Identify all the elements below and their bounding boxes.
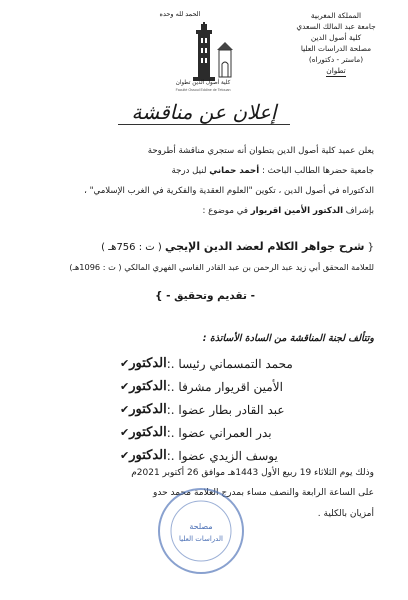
university-line: جامعة عبد المالك السعدي xyxy=(296,22,376,31)
supervisor-name: الدكتور الأمين اقريوار xyxy=(250,206,344,216)
thesis-title-date: ( ت : 756هـ ) xyxy=(101,242,162,253)
member-title: الدكتور xyxy=(129,448,167,463)
faculty-line: كلية أصول الدين xyxy=(310,33,362,42)
brace-close: } xyxy=(155,290,163,302)
stamp-line-2: الدراسات العليا xyxy=(179,535,223,543)
member-name: عبد القادر بطار عضوا . xyxy=(170,402,285,417)
body-line-2 xyxy=(36,162,374,181)
member-name: يوسف الزيدي عضوا . xyxy=(170,448,278,463)
thesis-title-text: شرح جواهر الكلام لعضد الدين الإيجي xyxy=(164,240,365,253)
logo-caption-en: Faculté Ossoul Eddine de Tetouan xyxy=(175,88,231,92)
committee-title: وتتألف لجنة المناقشة من السادة الأساتذة : xyxy=(202,333,374,344)
committee-member xyxy=(114,375,374,398)
official-stamp-icon xyxy=(155,485,247,577)
stamp-line-1: مصلحة xyxy=(189,522,213,531)
thesis-work-text: - تقديم وتحقيق - xyxy=(166,290,255,302)
body-line-4-pre: بإشراف xyxy=(345,206,374,216)
schedule-venue-end: أمزيان بالكلية . xyxy=(317,509,374,519)
member-colon: : xyxy=(166,379,171,394)
member-colon: : xyxy=(166,356,171,371)
city-line: تطوان xyxy=(326,66,346,75)
member-colon: : xyxy=(166,448,171,463)
brace-open: { xyxy=(367,242,374,253)
committee-member xyxy=(114,352,374,375)
body-line-2-post: لنيل درجة xyxy=(171,166,207,176)
member-title: الدكتور xyxy=(129,425,167,440)
thesis-author: للعلامة المحقق أبي زيد عبد الرحمن بن عبد القادر الفاسي الفهري المالكي ( ت : 1096هـ) xyxy=(69,262,374,272)
check-bullet-icon: ✔ xyxy=(120,357,130,370)
thesis-work-type xyxy=(130,290,280,302)
body-line-4-post: في موضوع : xyxy=(202,206,248,216)
schedule-date: وذلك يوم الثلاثاء 19 ربيع الأول 1443هـ موافق 26 أكتوبر 2021م xyxy=(131,468,374,478)
member-title: الدكتور xyxy=(129,402,167,417)
schedule-time-venue: على الساعة الرابعة والنصف مساء بمدرج العلامة محمد حدو xyxy=(153,488,374,498)
member-title: الدكتور xyxy=(129,379,167,394)
body-line-4 xyxy=(36,202,374,221)
body-line-1: يعلن عميد كلية أصول الدين بتطوان أنه ستجري مناقشة أطروحة xyxy=(147,146,374,156)
check-bullet-icon: ✔ xyxy=(120,380,130,393)
institution-header xyxy=(276,10,396,77)
member-colon: : xyxy=(166,425,171,440)
check-bullet-icon: ✔ xyxy=(120,426,130,439)
member-name: بدر العمراني عضوا . xyxy=(170,425,272,440)
basmala: الحمد لله وحده xyxy=(159,10,201,18)
student-name: أحمد حماني xyxy=(209,166,260,176)
thesis-title xyxy=(34,240,374,253)
member-title: الدكتور xyxy=(129,356,167,371)
programs-line: (ماستر - دكتوراه) xyxy=(308,55,364,64)
title-underline xyxy=(118,124,290,125)
member-name: محمد التمسماني رئيسا . xyxy=(170,356,293,371)
body-line-3: الدكتوراه في أصول الدين ، تكوين "العلوم العقدية والفكرية في الغرب الإسلامي" ، xyxy=(84,186,374,196)
committee-member xyxy=(114,444,374,467)
check-bullet-icon: ✔ xyxy=(120,403,130,416)
member-colon: : xyxy=(166,402,171,417)
kingdom-line: المملكة المغربية xyxy=(310,11,362,20)
body-line-2-pre: جامعية حضرها الطالب الباحث : xyxy=(261,166,374,176)
committee-member xyxy=(114,398,374,421)
committee-list xyxy=(114,352,374,467)
logo-caption-ar: كلية أصول الدين تطوان xyxy=(175,80,231,86)
committee-member xyxy=(114,421,374,444)
department-line: مصلحة الدراسات العليا xyxy=(300,44,372,53)
check-bullet-icon: ✔ xyxy=(120,449,130,462)
member-name: الأمين اقريوار مشرفا . xyxy=(170,379,283,394)
page-title: إعلان عن مناقشة xyxy=(131,100,277,124)
